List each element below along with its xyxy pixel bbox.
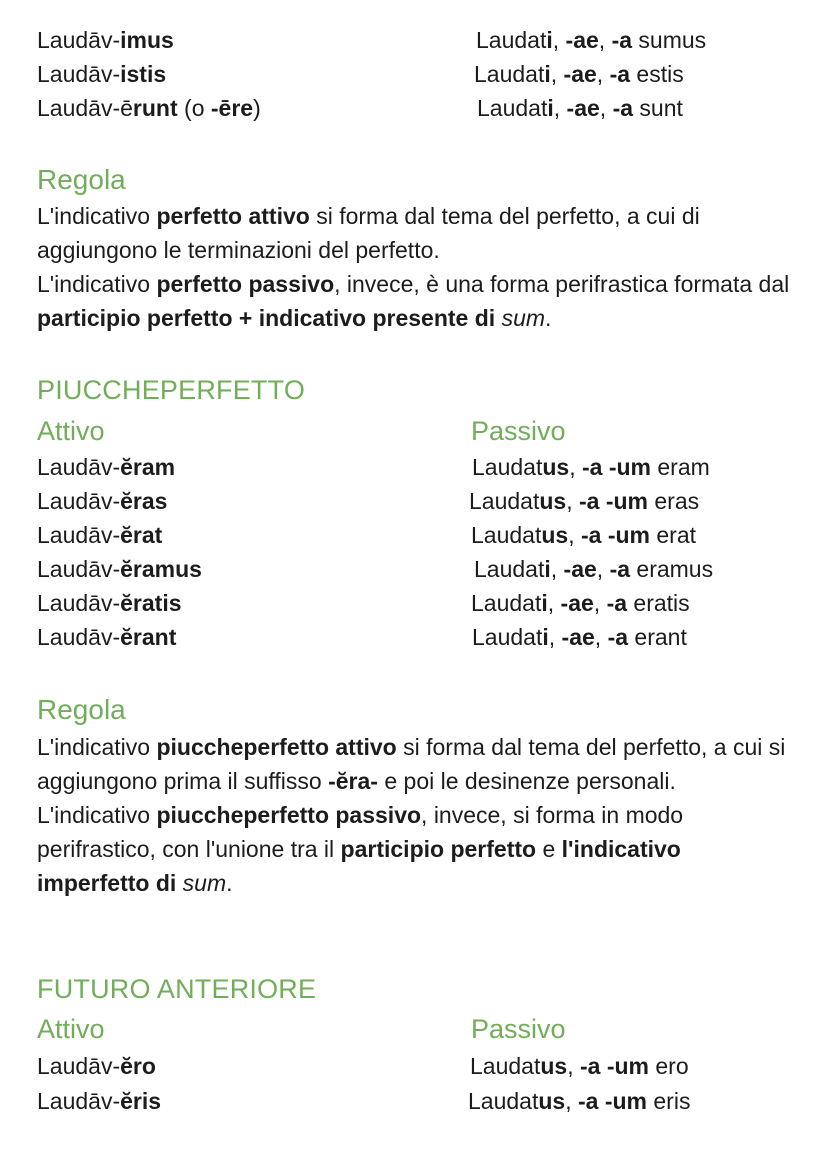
futuro-active-row-2: Laudāv-ĕris	[37, 1088, 162, 1114]
top-passive-row-2: Laudati, -ae, -a estis	[474, 61, 684, 87]
piucche-active-row-4: Laudāv-ĕramus	[37, 556, 202, 582]
piucche-active-row-5: Laudāv-ĕratis	[37, 590, 182, 616]
piucche-active-row-2: Laudāv-ĕras	[37, 488, 168, 514]
piucche-passive-row-1: Laudatus, -a -um eram	[472, 454, 710, 480]
futuro-passive-label: Passivo	[471, 1014, 566, 1044]
top-active-row-2: Laudāv-istis	[37, 61, 167, 87]
rule2-heading: Regola	[37, 694, 126, 725]
piucche-passive-row-6: Laudati, -ae, -a erant	[472, 624, 687, 650]
piucche-active-row-1: Laudāv-ĕram	[37, 454, 176, 480]
rule1-text: L'indicativo perfetto attivo si forma dal tema del perfetto, a cui di aggiungono le terminazioni del perfetto. L'indicativo perfetto passivo, invece, è una forma perifrastica formata dal participio perfetto + indicativo presente di sum.	[37, 203, 790, 331]
piuccheperfetto-heading: PIUCCHEPERFETTO	[37, 375, 306, 405]
piucche-passive-row-2: Laudatus, -a -um eras	[469, 488, 700, 514]
futuro-heading: FUTURO ANTERIORE	[37, 974, 317, 1004]
piuccheperfetto-passive-label: Passivo	[471, 416, 566, 446]
top-passive-row-1: Laudati, -ae, -a sumus	[476, 27, 707, 53]
piucche-active-row-3: Laudāv-ĕrat	[37, 522, 163, 548]
futuro-passive-row-1: Laudatus, -a -um ero	[470, 1053, 689, 1079]
top-active-row-3: Laudāv-ērunt (o -ēre)	[37, 95, 261, 121]
piucche-passive-row-4: Laudati, -ae, -a eramus	[474, 556, 714, 582]
top-active-row-1: Laudāv-imus	[37, 27, 174, 53]
futuro-passive-row-2: Laudatus, -a -um eris	[468, 1088, 691, 1114]
futuro-active-row-1: Laudāv-ĕro	[37, 1053, 156, 1079]
piucche-passive-row-3: Laudatus, -a -um erat	[471, 522, 697, 548]
piuccheperfetto-active-label: Attivo	[37, 416, 105, 446]
rule1-heading: Regola	[37, 164, 126, 195]
piucche-passive-row-5: Laudati, -ae, -a eratis	[471, 590, 690, 616]
piucche-active-row-6: Laudāv-ĕrant	[37, 624, 177, 650]
futuro-active-label: Attivo	[37, 1014, 105, 1044]
top-passive-row-3: Laudati, -ae, -a sunt	[477, 95, 683, 121]
rule2-text: L'indicativo piuccheperfetto attivo si forma dal tema del perfetto, a cui si aggiungono prima il suffisso -ĕra- e poi le desinenze personali. L'indicativo piuccheperfetto passivo, invece, si forma in modo perifrastico, con l'unione tra il participio perfetto e l'indicativo imperfetto di sum.	[37, 734, 786, 896]
